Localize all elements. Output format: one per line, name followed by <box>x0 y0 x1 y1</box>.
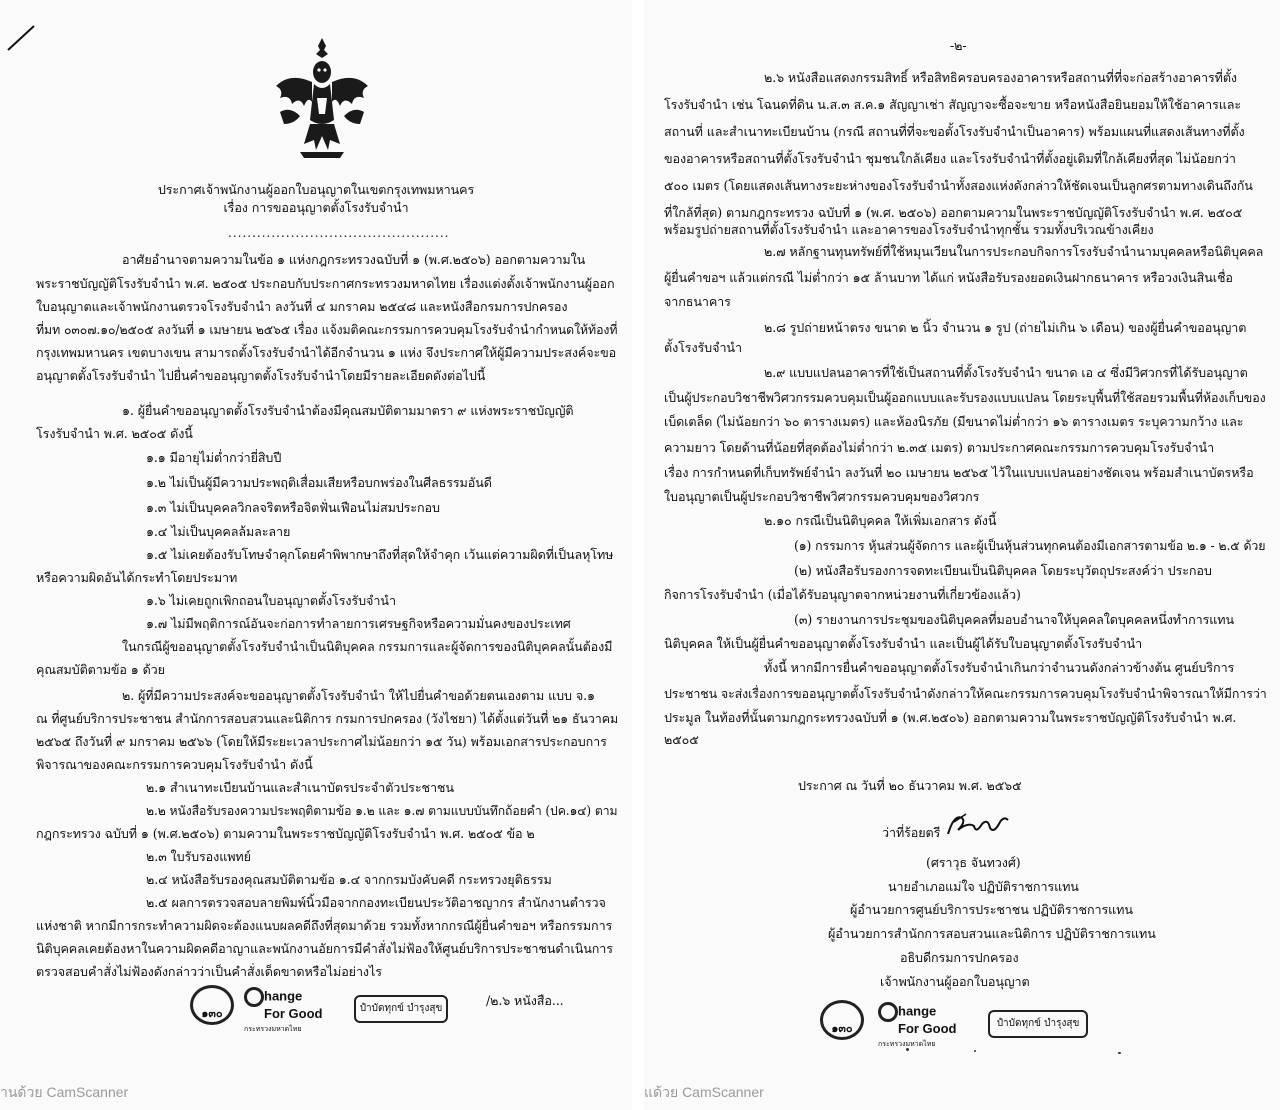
paragraph-line: เป็นผู้ประกอบวิชาชีพวิศวกรรมควบคุมเป็นผู้ออกแบบและรับรองแบบแปลน โดยระบุพื้นที่ใช้สอยรวมพื้นที่ห้องเก็บของ <box>664 390 1266 405</box>
list-item: ๑.๔ ไม่เป็นบุคคลล้มละลาย <box>146 524 291 539</box>
list-item: (๒) หนังสือรับรองการจดทะเบียนเป็นนิติบุคคล โดยระบุวัตถุประสงค์ว่า ประกอบ <box>794 563 1212 578</box>
paragraph-line: ๒.๙ แบบแปลนอาคารที่ใช้เป็นสถานที่ตั้งโรงรับจำนำ ขนาด เอ ๔ ซึ่งมีวิศวกรที่ได้รับอนุญาต <box>764 365 1248 380</box>
paragraph-line: ๒๕๐๕ <box>664 732 699 747</box>
announcement-title: ประกาศเจ้าพนักงานผู้ออกใบอนุญาตในเขตกรุงเทพมหานคร <box>157 182 475 197</box>
paragraph-line: อนุญาตตั้งโรงรับจำนำ ไปยื่นคำขออนุญาตตั้งโรงรับจำนำโดยมีรายละเอียดดังต่อไปนี้ <box>36 368 486 383</box>
list-item: นิติบุคคลเคยต้องหาในความผิดคดีอาญาและพนักงานอัยการมีคำสั่งไม่ฟ้องให้ศูนย์บริการประชาชนดำเนินการ <box>36 941 613 956</box>
section-2-line: ณ ที่ศูนย์บริการประชาชน สำนักการสอบสวนและนิติการ กรมการปกครอง (วังไชยา) ได้ตั้งแต่วันที่ ๒๑ ธันวาคม <box>36 711 619 726</box>
paragraph-line: เบ็ดเตล็ด (ไม่น้อยกว่า ๖๐ ตารางเมตร) และห้องนิรภัย (มีขนาดไม่ต่ำกว่า ๑๖ ตารางเมตร ระบุความกว้าง และ <box>664 414 1244 429</box>
document-page-2 <box>644 0 1280 1110</box>
change-c-icon <box>878 1002 898 1022</box>
motto-banner: ปำบัดทุกข์ บำรุงสุข <box>988 1010 1088 1038</box>
paragraph-line: ทั้งนี้ หากมีการยื่นคำขออนุญาตตั้งโรงรับจำนำเกินกว่าจำนวนดังกล่าวข้างต้น ศูนย์บริการ <box>764 660 1235 675</box>
for-good-text: For Good <box>898 1021 957 1036</box>
footer-logos <box>190 985 564 1033</box>
paragraph-line: ประชาชน จะส่งเรื่องการขออนุญาตตั้งโรงรับจำนำดังกล่าวให้คณะกรรมการควบคุมโรงรับจำนำพิจารณาให้มีการว่า <box>664 686 1267 701</box>
scan-speck <box>974 1050 976 1052</box>
scan-speck <box>1118 1052 1121 1054</box>
paragraph-line: เรื่อง การกำหนดที่เก็บทรัพย์จำนำ ลงวันที่ ๒๐ เมษายน ๒๕๖๕ ไว้ในแบบแปลนอย่างชัดเจน พร้อมสำเนาบัตรหรือ <box>664 465 1254 480</box>
paragraph-line: สถานที่ และสำเนาทะเบียนบ้าน (กรณี สถานที่ที่จะขอตั้งโรงรับจำนำเป็นอาคาร) พร้อมแผนที่แสดงเส้นทางที่ตั้ง <box>664 124 1245 139</box>
list-item: ๒.๑ สำเนาทะเบียนบ้านและสำเนาบัตรประจำตัวประชาชน <box>146 780 454 795</box>
paragraph-line: จากธนาคาร <box>664 294 731 309</box>
list-item: ๒.๔ หนังสือรับรองคุณสมบัติตามข้อ ๑.๔ จากกรมบังคับคดี กระทรวงยุติธรรม <box>146 872 552 887</box>
list-item: (๓) รายงานการประชุมของนิติบุคคลที่มอบอำนาจให้บุคคลใดบุคคลหนึ่งทำการแทน <box>794 612 1234 627</box>
paragraph-line: ประมูล ในท้องที่นั้นตามกฎกระทรวงฉบับที่ ๑ (พ.ศ.๒๕๐๖) ออกตามความในพระราชบัญญัติโรงรับจำนำ พ.ศ. <box>664 710 1237 725</box>
paragraph-line: ใบอนุญาตและเจ้าพนักงานตรวจโรงรับจำนำ ลงวันที่ ๔ มกราคม ๒๕๔๘ และหนังสือกรมการปกครอง <box>36 299 568 314</box>
section-1-line: โรงรับจำนำ พ.ศ. ๒๕๐๕ ดังนี้ <box>36 426 193 441</box>
paragraph-line: อาศัยอำนาจตามความในข้อ ๑ แห่งกฎกระทรวงฉบับที่ ๑ (พ.ศ.๒๕๐๖) ออกตามความใน <box>122 252 586 267</box>
anniversary-number: ๑๓๐ <box>201 1007 223 1020</box>
list-item: ๑.๒ ไม่เป็นผู้มีความประพฤติเสื่อมเสียหรือบกพร่องในศีลธรรมอันดี <box>146 475 492 490</box>
signer-name: (ศราวุธ จันทวงศ์) <box>926 855 1021 870</box>
continuation-note: /๒.๖ หนังสือ... <box>486 993 564 1008</box>
paragraph-line: ผู้ยื่นคำขอฯ แล้วแต่กรณี ไม่ต่ำกว่า ๑๕ ล้านบาท ได้แก่ หนังสือรับรองยอดเงินฝากธนาคาร หรือวงเงินสินเชื่อ <box>664 270 1233 285</box>
list-item: ๑.๑ มีอายุไม่ต่ำกว่ายี่สิบปี <box>146 450 282 465</box>
announce-date: ประกาศ ณ วันที่ ๒๐ ธันวาคม พ.ศ. ๒๕๖๕ <box>798 778 1022 793</box>
paragraph-line: กรุงเทพมหานคร เขตบางเขน สามารถตั้งโรงรับจำนำได้อีกจำนวน ๑ แห่ง จึงประกาศให้ผู้มีความประสงค์จะขอ <box>36 345 617 360</box>
page-number: -๒- <box>950 38 967 53</box>
section-2-line: ๒๕๖๕ ถึงวันที่ ๙ มกราคม ๒๕๖๖ (โดยให้มีระยะเวลาประกาศไม่น้อยกว่า ๑๕ วัน) พร้อมเอกสารประกอบการ <box>36 734 607 749</box>
for-good-text: For Good <box>264 1006 323 1021</box>
page-gutter <box>632 0 644 1110</box>
ministry-text: กระทรวงมหาดไทย <box>878 1041 936 1048</box>
paragraph-line: ๕๐๐ เมตร (โดยแสดงเส้นทางระยะห่างของโรงรับจำนำทั้งสองแห่งดังกล่าวให้ชัดเจนเป็นลูกศรตามทางเดินถึงกัน <box>664 178 1253 193</box>
signer-position: ผู้อำนวยการสำนักการสอบสวนและนิติการ ปฏิบัติราชการแทน <box>828 926 1156 941</box>
list-item: นิติบุคคล ให้เป็นผู้ยื่นคำขออนุญาตตั้งโรงรับจำนำ และเป็นผู้ได้รับใบอนุญาตตั้งโรงรับจำนำ <box>664 636 1143 651</box>
list-item: แห่งชาติ หากมีการกระทำความผิดจะต้องแนบผลคดีถึงที่สุดมาด้วย รวมทั้งหากกรณีผู้ยื่นคำขอฯ หรือกรรมการ <box>36 918 613 933</box>
paragraph-line: ๒.๗ หลักฐานทุนทรัพย์ที่ใช้หมุนเวียนในการประกอบกิจการโรงรับจำนำนามบุคคลหรือนิติบุคคล <box>764 244 1264 259</box>
paragraph-line: ตั้งโรงรับจำนำ <box>664 340 742 355</box>
change-text: hange <box>898 1003 937 1019</box>
change-c-icon <box>244 987 264 1007</box>
change-for-good-logo <box>878 1002 978 1051</box>
document-page-1 <box>0 0 632 1110</box>
section-2-line: ๒. ผู้ที่มีความประสงค์จะขออนุญาตตั้งโรงรับจำนำ ให้ไปยื่นคำขอด้วยตนเองตาม แบบ จ.๑ <box>122 688 595 703</box>
list-item: ๑.๖ ไม่เคยถูกเพิกถอนใบอนุญาตตั้งโรงรับจำนำ <box>146 593 396 608</box>
list-item: ๒.๕ ผลการตรวจสอบลายพิมพ์นิ้วมือจากกองทะเบียนประวัติอาชญากร สำนักงานตำรวจ <box>146 895 606 910</box>
list-item: ๑.๕ ไม่เคยต้องรับโทษจำคุกโดยคำพิพากษาถึงที่สุดให้จำคุก เว้นแต่ความผิดที่เป็นลหุโทษ <box>146 547 614 562</box>
paragraph-line: ที่มท ๐๓๐๗.๑๐/๒๕๐๕ ลงวันที่ ๑ เมษายน ๒๕๖๕ เรื่อง แจ้งมติคณะกรรมการควบคุมโรงรับจำนำกำหนดให้ท้องที่ <box>36 322 618 337</box>
garuda-emblem <box>270 32 374 162</box>
anniversary-logo <box>820 1000 864 1040</box>
list-item: ๒.๒ หนังสือรับรองความประพฤติตามข้อ ๑.๒ และ ๑.๗ ตามแบบบันทึกถ้อยคำ (ปค.๑๔) ตาม <box>146 803 618 818</box>
ministry-text: กระทรวงมหาดไทย <box>244 1026 302 1033</box>
signer-position: เจ้าพนักงานผู้ออกใบอนุญาต <box>880 974 1030 989</box>
paragraph-line: ใบอนุญาตเป็นผู้ประกอบวิชาชีพวิศวกรรมควบคุมของวิศวกร <box>664 489 980 504</box>
paragraph-line: พร้อมรูปถ่ายสถานที่ตั้งโรงรับจำนำ และอาคารของโรงรับจำนำทุกชั้น รวมทั้งบริเวณข้างเคียง <box>664 222 1154 237</box>
paragraph-line: ความยาว โดยด้านที่น้อยที่สุดต้องไม่ต่ำกว่า ๒.๓๕ เมตร) ตามประกาศคณะกรรมการควบคุมโรงรับจำนำ <box>664 440 1215 455</box>
list-item: ๒.๓ ใบรับรองแพทย์ <box>146 849 251 864</box>
list-item: ๒.๑๐ กรณีเป็นนิติบุคคล ให้เพิ่มเอกสาร ดังนี้ <box>764 513 997 528</box>
title-divider: .............................................. <box>228 226 450 240</box>
anniversary-number: ๑๓๐ <box>831 1022 853 1035</box>
signer-position: อธิบดีกรมการปกครอง <box>900 950 1019 965</box>
list-item: ตรวจสอบคำสั่งไม่ฟ้องดังกล่าวว่าเป็นคำสั่งเด็ดขาดหรือไม่อย่างไร <box>36 964 382 979</box>
paragraph-line: คุณสมบัติตามข้อ ๑ ด้วย <box>36 662 165 677</box>
paragraph-line: ของอาคารหรือสถานที่ตั้งโรงรับจำนำ ชุมชนใกล้เคียง และโรงรับจำนำที่ตั้งอยู่เดิมที่ใกล้เคียงที่สุด ไม่น้อยกว่า <box>664 151 1236 166</box>
paragraph-line: ที่ใกล้ที่สุด) ตามกฎกระทรวง ฉบับที่ ๑ (พ.ศ. ๒๕๐๖) ออกตามความในพระราชบัญญัติโรงรับจำนำ พ.ศ. ๒๕๐๕ <box>664 205 1243 220</box>
footer-logos <box>820 1000 1120 1048</box>
list-item: (๑) กรรมการ หุ้นส่วนผู้จัดการ และผู้เป็นหุ้นส่วนทุกคนต้องมีเอกสารตามข้อ ๒.๑ - ๒.๕ ด้วย <box>794 538 1266 553</box>
signer-position: นายอำเภอแม่ใจ ปฏิบัติราชการแทน <box>888 879 1079 894</box>
signer-rank: ว่าที่ร้อยตรี <box>882 825 941 840</box>
list-item: หรือความผิดอันได้กระทำโดยประมาท <box>36 570 238 585</box>
list-item: กฎกระทรวง ฉบับที่ ๑ (พ.ศ.๒๕๐๖) ตามความในพระราชบัญญัติโรงรับจำนำ พ.ศ. ๒๕๐๕ ข้อ ๒ <box>36 826 535 841</box>
paragraph-line: โรงรับจำนำ เช่น โฉนดที่ดิน น.ส.๓ ส.ค.๑ สัญญาเช่า สัญญาจะซื้อจะขาย หรือหนังสือยินยอมให้ใช้อาคารและ <box>664 97 1242 112</box>
handwritten-signature <box>944 808 1014 842</box>
check-mark <box>6 22 36 52</box>
list-item: กิจการโรงรับจำนำ (เมื่อได้รับอนุญาตจากหน่วยงานที่เกี่ยวข้องแล้ว) <box>664 587 1021 602</box>
list-item: ๑.๓ ไม่เป็นบุคคลวิกลจริตหรือจิตฟั่นเฟือนไม่สมประกอบ <box>146 500 440 515</box>
section-1-line: ๑. ผู้ยื่นคำขออนุญาตตั้งโรงรับจำนำต้องมีคุณสมบัติตามมาตรา ๙ แห่งพระราชบัญญัติ <box>122 403 574 418</box>
announcement-subject: เรื่อง การขออนุญาตตั้งโรงรับจำนำ <box>223 200 409 215</box>
anniversary-logo <box>190 985 234 1025</box>
scan-speck <box>906 1048 909 1051</box>
section-2-line: พิจารณาของคณะกรรมการควบคุมโรงรับจำนำ ดังนี้ <box>36 757 313 772</box>
change-text: hange <box>264 988 303 1004</box>
paragraph-line: ๒.๖ หนังสือแสดงกรรมสิทธิ์ หรือสิทธิครอบครองอาคารหรือสถานที่ที่จะก่อสร้างอาคารที่ตั้ง <box>764 70 1237 85</box>
signer-position: ผู้อำนวยการศูนย์บริการประชาชน ปฏิบัติราชการแทน <box>850 902 1133 917</box>
motto-banner: ปำบัดทุกข์ บำรุงสุข <box>354 995 448 1023</box>
list-item: ๑.๗ ไม่มีพฤติการณ์อันจะก่อการทำลายการเศรษฐกิจหรือความมั่นคงของประเทศ <box>146 616 571 631</box>
camscanner-watermark: านด้วย CamScanner <box>0 1084 129 1100</box>
camscanner-watermark: แด้วย CamScanner <box>644 1084 764 1100</box>
paragraph-line: ในกรณีผู้ขออนุญาตตั้งโรงรับจำนำเป็นนิติบุคคล กรรมการและผู้จัดการของนิติบุคคลนั้นต้องมี <box>122 639 613 654</box>
paragraph-line: พระราชบัญญัติโรงรับจำนำ พ.ศ. ๒๕๐๕ ประกอบกับประกาศกระทรวงมหาดไทย เรื่องแต่งตั้งเจ้าพนักงานผู้ออก <box>36 276 615 291</box>
change-for-good-logo <box>244 987 344 1036</box>
paragraph-line: ๒.๘ รูปถ่ายหน้าตรง ขนาด ๒ นิ้ว จำนวน ๑ รูป (ถ่ายไม่เกิน ๖ เดือน) ของผู้ยื่นคำขออนุญาต <box>764 320 1247 335</box>
